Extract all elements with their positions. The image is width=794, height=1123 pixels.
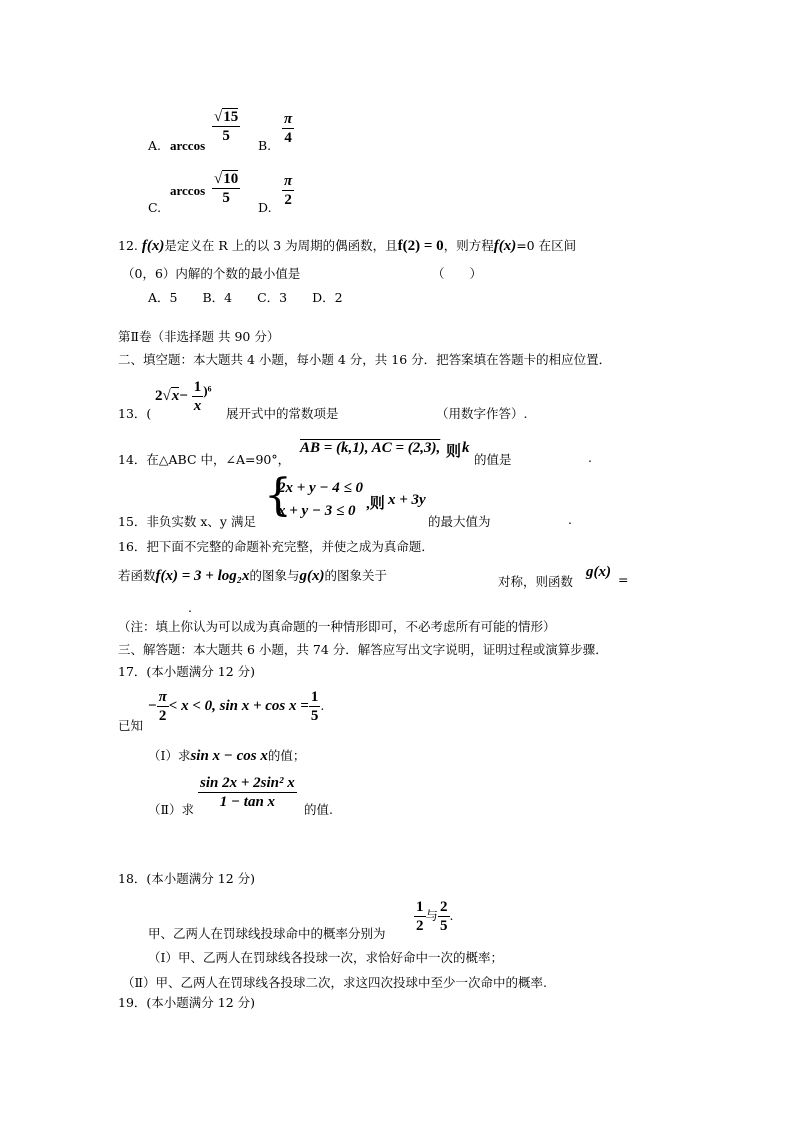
question-15-target: x + 3y	[388, 492, 426, 508]
q11-option-a-label: A.	[148, 138, 162, 153]
question-13-note: （用数字作答）.	[436, 406, 528, 421]
question-15-end: .	[568, 512, 572, 527]
q11-option-c-fraction: $\frac{√10}{5}$	[214, 171, 239, 206]
part-2-title: 第Ⅱ卷（非选择题 共 90 分）	[118, 329, 280, 344]
question-17-condition: − $\frac{\pi}{2}$ < x < 0, sin x + cos x = $\frac{1}{5}$ .	[148, 689, 325, 724]
question-16-equals: =	[618, 572, 629, 587]
question-12-answer-paren: （ ）	[432, 266, 483, 281]
question-19-title: 19．(本小题满分 12 分)	[118, 995, 256, 1010]
fill-in-header: 二、填空题：本大题共 4 小题，每小题 4 分，共 16 分．把答案填在答题卡的相应位置．	[118, 352, 612, 367]
question-13-number: 13．(	[118, 406, 152, 421]
question-17-title: 17．(本小题满分 12 分)	[118, 664, 256, 679]
question-16-title: 16．把下面不完整的命题补充完整，并使之成为真命题．	[118, 539, 434, 554]
question-16-g2: g(x)	[586, 564, 611, 580]
question-17-part-1: （Ⅰ）求sin x − cos x的值；	[148, 748, 306, 764]
question-15-text: 的最大值为	[428, 514, 491, 529]
question-15-inequality-2: x + y − 3 ≤ 0	[278, 503, 356, 519]
question-17-known: 已知	[118, 718, 144, 733]
question-12-line2: （0，6）内解的个数的最小值是	[122, 266, 301, 281]
question-18-part-2: （Ⅱ）甲、乙两人在罚球线各投球二次，求这四次投球中至少一次命中的概率.	[122, 975, 547, 990]
question-16-note: （注：填上你认为可以成为真命题的一种情形即可，不必考虑所有可能的情形）	[118, 619, 556, 634]
question-15-number: 15．非负实数 x、y 满足	[118, 514, 256, 529]
question-14-end: .	[588, 450, 592, 465]
question-15-inequality-1: 2x + y − 4 ≤ 0	[278, 480, 364, 496]
question-16-line: 若函数f(x) = 3 + log₂x的图象与g(x)的图象关于	[118, 568, 388, 584]
q11-option-d-label: D.	[258, 200, 272, 215]
question-16-dot: .	[188, 600, 192, 615]
question-13-text: 展开式中的常数项是	[226, 406, 339, 421]
question-17-part-2-label: （Ⅱ）求	[148, 802, 194, 817]
q11-option-a-fraction: $\frac{√15}{5}$	[214, 109, 239, 144]
question-14-then: 则	[446, 444, 462, 460]
question-18-part-1: （Ⅰ）甲、乙两人在罚球线各投球一次，求恰好命中一次的概率；	[148, 950, 503, 965]
question-15-then: ,则	[366, 496, 385, 512]
q11-option-b-label: B.	[258, 138, 272, 153]
q11-option-a-func: arccos	[170, 138, 206, 153]
q11-option-c-label: C.	[148, 200, 162, 215]
question-15-brace: {	[264, 470, 292, 521]
question-14-number: 14．在△ABC 中，∠A=90°，	[118, 452, 291, 467]
question-12-line1: 12. f(x)是定义在 R 上的以 3 为周期的偶函数，且f(2) = 0，则方程f(x)=0 在区间	[118, 238, 577, 254]
question-17-part-2-fraction: $\frac{\text{sin 2x + 2sin² x}}{\text{1 − tan x}}$	[200, 775, 295, 810]
question-18-title: 18．(本小题满分 12 分)	[118, 871, 256, 886]
question-14-text: 的值是	[474, 452, 512, 467]
q11-option-c-func: arccos	[170, 183, 206, 198]
question-18-probabilities: $\frac{1}{2}$ 与 $\frac{2}{5}$ .	[416, 899, 454, 934]
question-14-vectors: AB = (k,1), AC = (2,3),	[300, 440, 441, 456]
solution-header: 三、解答题：本大题共 6 小题，共 74 分．解答应写出文字说明，证明过程或演算步骤．	[118, 642, 608, 657]
question-18-text: 甲、乙两人在罚球线投球命中的概率分别为	[148, 926, 386, 941]
question-17-part-2-end: 的值.	[304, 802, 333, 817]
question-13-expression: 2√x− $\frac{1}{x}$ )⁶	[155, 379, 212, 414]
question-14-k: k	[462, 440, 470, 456]
question-12-options: A．5 B．4 C．3 D．2	[148, 290, 343, 305]
q11-option-d-fraction: $\frac{\pi}{2}$	[284, 173, 293, 208]
q11-option-b-fraction: $\frac{\pi}{4}$	[284, 111, 293, 146]
question-16-line-b: 对称，则函数	[498, 574, 574, 589]
